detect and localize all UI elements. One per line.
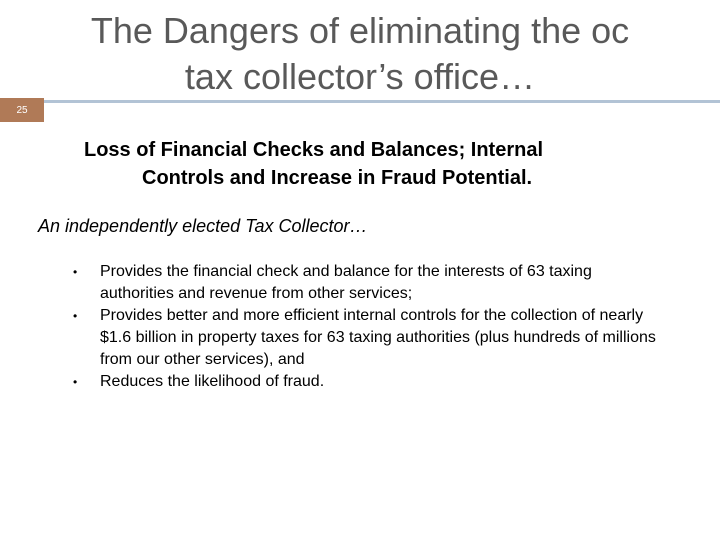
subheading-line-1: Loss of Financial Checks and Balances; Internal bbox=[84, 139, 544, 161]
slide-title-line-2: tax collector’s office… bbox=[184, 56, 536, 97]
bullet-item bbox=[70, 261, 670, 305]
subheading bbox=[84, 136, 684, 192]
bullet-list bbox=[70, 261, 670, 393]
slide-number: 25 bbox=[16, 105, 28, 116]
bullet-text: Provides better and more efficient internal controls for the collection of nearly $1.6 billion in property taxes for 63 taxing authorities (plus hundreds of millions from our other services), and bbox=[100, 307, 656, 368]
bullet-item bbox=[70, 371, 670, 393]
bullet-item bbox=[70, 305, 670, 371]
title-divider bbox=[44, 100, 720, 103]
slide-title-line-1: The Dangers of eliminating the oc bbox=[90, 10, 630, 51]
subheading-line-2: Controls and Increase in Fraud Potential. bbox=[142, 167, 533, 189]
bullet-text: Provides the financial check and balance for the interests of 63 taxing authorities and revenue from other services; bbox=[100, 263, 592, 302]
slide-title bbox=[40, 8, 680, 100]
bullet-icon: • bbox=[73, 375, 78, 389]
lead-text: An independently elected Tax Collector… bbox=[38, 216, 368, 236]
bullet-icon: • bbox=[73, 309, 78, 323]
bullet-text: Reduces the likelihood of fraud. bbox=[100, 373, 325, 390]
bullet-icon: • bbox=[73, 265, 78, 279]
